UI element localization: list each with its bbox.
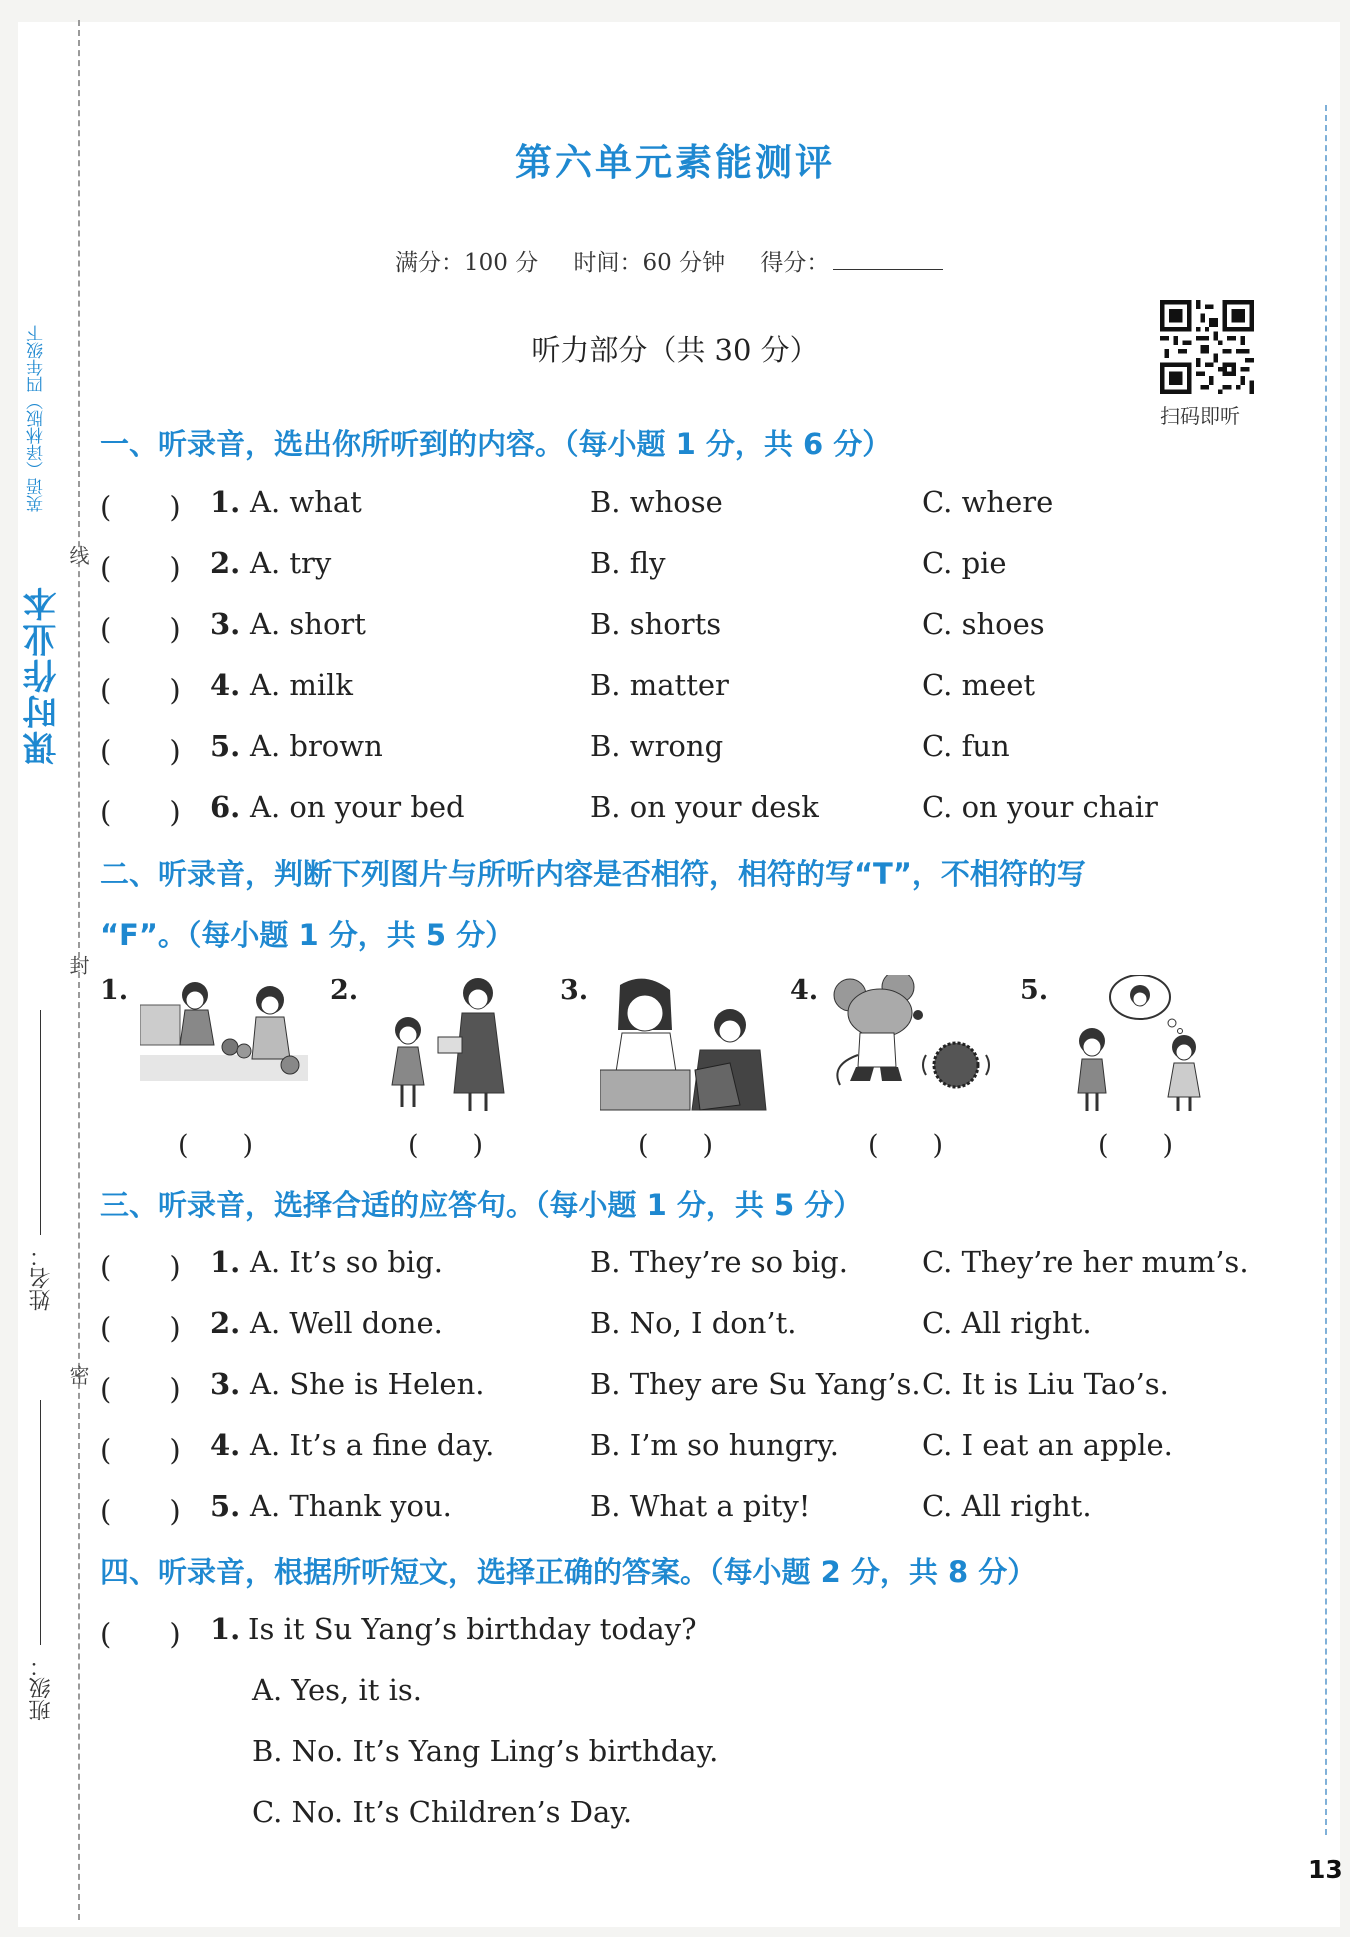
question-number: 2. bbox=[210, 1306, 241, 1340]
option-b: B. I’m so hungry. bbox=[590, 1428, 839, 1462]
part4-q1-option-c: C. No. It’s Children’s Day. bbox=[252, 1795, 633, 1829]
answer-blank[interactable]: ( ) bbox=[1098, 1130, 1174, 1161]
answer-blank[interactable]: ( ) bbox=[100, 1433, 181, 1467]
option-c: C. I eat an apple. bbox=[922, 1428, 1173, 1462]
full-score: 满分：100 分 bbox=[395, 250, 539, 276]
section-2-heading-line1: 二、听录音，判断下列图片与所听内容是否相符，相符的写“T”，不相符的写 bbox=[100, 857, 1086, 891]
answer-blank[interactable]: ( ) bbox=[100, 1372, 181, 1406]
name-write-line[interactable] bbox=[40, 1010, 41, 1235]
section-1-heading: 一、听录音，选出你所听到的内容。（每小题 1 分，共 6 分） bbox=[100, 427, 892, 461]
option-b: B. shorts bbox=[590, 607, 722, 641]
option-a: A. Thank you. bbox=[250, 1489, 452, 1523]
option-a: A. milk bbox=[250, 668, 354, 702]
answer-blank[interactable]: ( ) bbox=[100, 734, 181, 768]
spine-brand: 课时作业本 bbox=[23, 585, 63, 765]
girl-and-boy-with-clothes-illustration bbox=[600, 975, 768, 1115]
question-number: 2. bbox=[210, 546, 241, 580]
binding-mark-secret: 密 bbox=[66, 1365, 90, 1385]
option-a: A. what bbox=[250, 485, 362, 519]
question-number: 3. bbox=[210, 607, 241, 641]
option-a: A. short bbox=[250, 607, 366, 641]
question-number: 1. bbox=[210, 485, 241, 519]
option-c: C. on your chair bbox=[922, 790, 1158, 824]
option-a: A. She is Helen. bbox=[250, 1367, 485, 1401]
time-limit: 时间：60 分钟 bbox=[573, 250, 726, 276]
option-b: B. They’re so big. bbox=[590, 1245, 848, 1279]
option-a: A. on your bed bbox=[250, 790, 465, 824]
question-number: 5. bbox=[210, 729, 241, 763]
binding-mark-line: 线 bbox=[66, 545, 90, 565]
part4-q1-option-a: A. Yes, it is. bbox=[252, 1673, 423, 1707]
option-b: B. matter bbox=[590, 668, 729, 702]
option-c: C. All right. bbox=[922, 1306, 1092, 1340]
score-blank[interactable] bbox=[833, 269, 943, 270]
answer-blank[interactable]: ( ) bbox=[638, 1130, 714, 1161]
answer-blank[interactable]: ( ) bbox=[868, 1130, 944, 1161]
question-number: 5. bbox=[210, 1489, 241, 1523]
picture-item-4 bbox=[790, 975, 1015, 1160]
question-number: 4. bbox=[210, 1428, 241, 1462]
class-label: 班级： bbox=[29, 1655, 54, 1721]
option-c: C. shoes bbox=[922, 607, 1045, 641]
section-2-heading-line2: “F”。（每小题 1 分，共 5 分） bbox=[100, 918, 515, 952]
picture-item-2 bbox=[330, 975, 555, 1160]
two-girls-thinking-illustration bbox=[1060, 975, 1220, 1115]
option-a: A. try bbox=[250, 546, 332, 580]
option-b: B. whose bbox=[590, 485, 723, 519]
option-b: B. wrong bbox=[590, 729, 724, 763]
answer-blank[interactable]: ( ) bbox=[100, 673, 181, 707]
question-number: 3. bbox=[210, 1367, 241, 1401]
page-number: 13 bbox=[1308, 1855, 1343, 1884]
answer-blank[interactable]: ( ) bbox=[178, 1130, 254, 1161]
listening-part-title: 听力部分（共 30 分） bbox=[531, 333, 819, 367]
question-number: 6. bbox=[210, 790, 241, 824]
option-b: B. fly bbox=[590, 546, 666, 580]
question-number: 1. bbox=[210, 1612, 241, 1646]
picture-number: 2. bbox=[330, 975, 359, 1006]
option-a: A. Well done. bbox=[250, 1306, 443, 1340]
picture-item-5 bbox=[1020, 975, 1245, 1160]
option-c: C. fun bbox=[922, 729, 1010, 763]
option-b: B. on your desk bbox=[590, 790, 819, 824]
mouse-and-durian-illustration bbox=[830, 975, 998, 1095]
part4-q1-option-b: B. No. It’s Yang Ling’s birthday. bbox=[252, 1734, 719, 1768]
option-c: C. It is Liu Tao’s. bbox=[922, 1367, 1169, 1401]
answer-blank[interactable]: ( ) bbox=[100, 551, 181, 585]
answer-blank[interactable]: ( ) bbox=[100, 612, 181, 646]
qr-code-icon[interactable] bbox=[1160, 300, 1254, 394]
option-c: C. They’re her mum’s. bbox=[922, 1245, 1249, 1279]
picture-number: 4. bbox=[790, 975, 819, 1006]
option-b: B. No, I don’t. bbox=[590, 1306, 797, 1340]
score-label: 得分： bbox=[760, 250, 830, 276]
answer-blank[interactable]: ( ) bbox=[100, 1617, 181, 1651]
answer-blank[interactable]: ( ) bbox=[100, 1311, 181, 1345]
girls-gardening-illustration bbox=[140, 975, 308, 1085]
option-b: B. What a pity! bbox=[590, 1489, 811, 1523]
option-c: C. pie bbox=[922, 546, 1007, 580]
name-label: 姓名： bbox=[29, 1245, 54, 1311]
spine-subtitle: 英语（译林版）四年级下 bbox=[27, 325, 47, 512]
option-b: B. They are Su Yang’s. bbox=[590, 1367, 921, 1401]
picture-number: 5. bbox=[1020, 975, 1049, 1006]
option-a: A. It’s a fine day. bbox=[250, 1428, 495, 1462]
mother-and-daughter-illustration bbox=[370, 975, 530, 1115]
section-3-heading: 三、听录音，选择合适的应答句。（每小题 1 分，共 5 分） bbox=[100, 1188, 863, 1222]
option-c: C. meet bbox=[922, 668, 1036, 702]
answer-blank[interactable]: ( ) bbox=[408, 1130, 484, 1161]
class-write-line[interactable] bbox=[40, 1400, 41, 1645]
question-number: 4. bbox=[210, 668, 241, 702]
option-c: C. All right. bbox=[922, 1489, 1092, 1523]
answer-blank[interactable]: ( ) bbox=[100, 795, 181, 829]
test-meta bbox=[395, 244, 971, 277]
question-number: 1. bbox=[210, 1245, 241, 1279]
option-c: C. where bbox=[922, 485, 1054, 519]
option-a: A. brown bbox=[250, 729, 383, 763]
answer-blank[interactable]: ( ) bbox=[100, 490, 181, 524]
page-title: 第六单元素能测评 bbox=[515, 141, 835, 184]
answer-blank[interactable]: ( ) bbox=[100, 1494, 181, 1528]
qr-label: 扫码即听 bbox=[1160, 404, 1240, 428]
binding-mark-seal: 封 bbox=[66, 955, 90, 975]
picture-item-3 bbox=[560, 975, 785, 1160]
picture-number: 3. bbox=[560, 975, 589, 1006]
question-text: Is it Su Yang’s birthday today? bbox=[248, 1612, 697, 1646]
section-4-heading: 四、听录音，根据所听短文，选择正确的答案。（每小题 2 分，共 8 分） bbox=[100, 1555, 1037, 1589]
option-a: A. It’s so big. bbox=[250, 1245, 443, 1279]
picture-number: 1. bbox=[100, 975, 129, 1006]
answer-blank[interactable]: ( ) bbox=[100, 1250, 181, 1284]
picture-item-1 bbox=[100, 975, 325, 1160]
